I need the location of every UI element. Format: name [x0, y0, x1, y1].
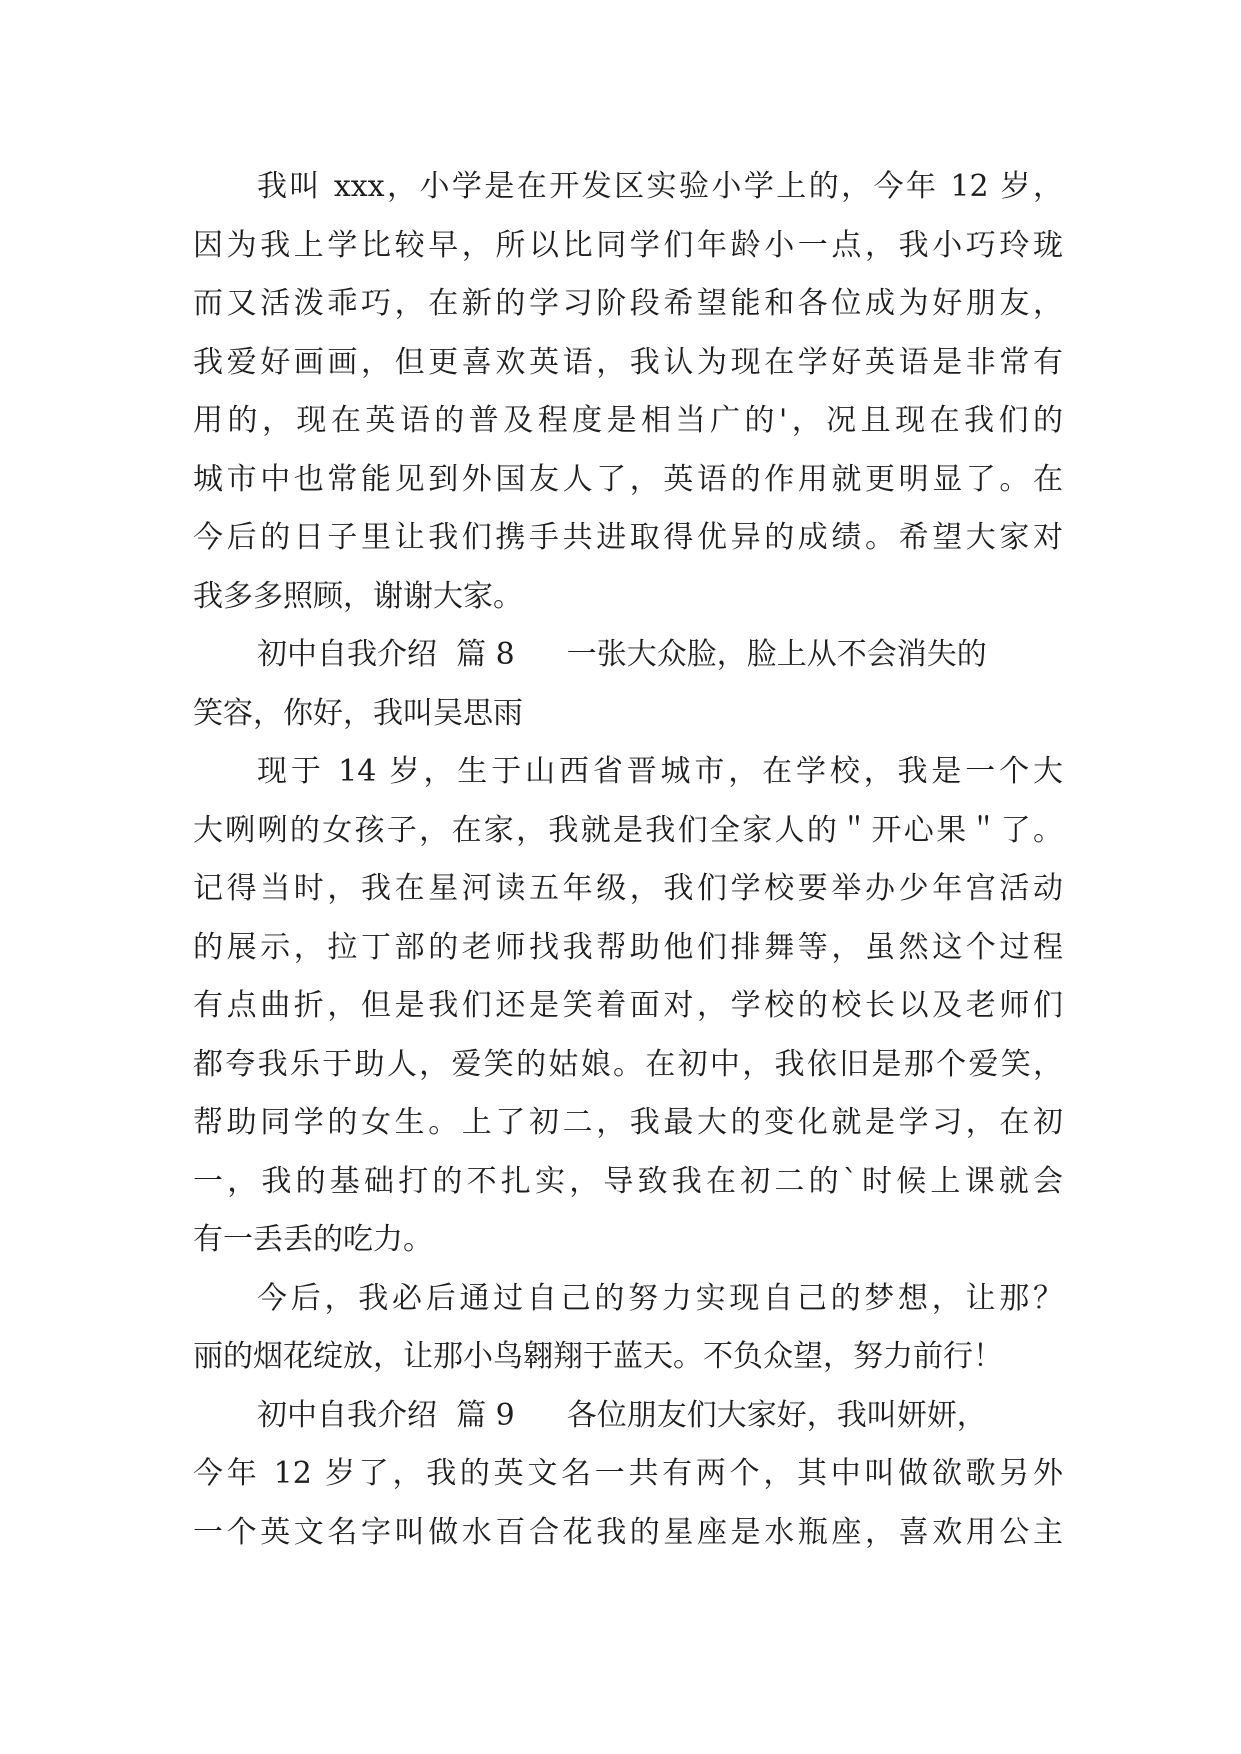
text-line: 现于 14 岁，生于山西省晋城市，在学校，我是一个大 [257, 754, 1063, 789]
text-line: 而又活泼乖巧，在新的学习阶段希望能和各位成为好朋友， [193, 286, 1063, 321]
section-9-first-line-text: 各位朋友们大家好，我叫妍妍， [566, 1397, 987, 1433]
text-line: 有点曲折，但是我们还是笑着面对，学校的校长以及老师们 [193, 988, 1063, 1023]
text-line: 我多多照顾，谢谢大家。 [193, 578, 523, 614]
paragraph-intro-xxx [193, 158, 1063, 626]
text-line: 帮助同学的女生。上了初二，我最大的变化就是学习，在初 [193, 1105, 1063, 1140]
paragraph-section-9 [193, 1387, 1063, 1563]
text-line: 有一丢丢的吃力。 [193, 1222, 433, 1257]
text-line: 一，我的基础打的不扎实，导致我在初二的`时候上课就会 [193, 1163, 1063, 1199]
text-line: 我爱好画画，但更喜欢英语，我认为现在学好英语是非常有 [193, 344, 1063, 380]
paragraph-dream [193, 1270, 1063, 1387]
text-line: 笑容，你好，我叫吴思雨 [193, 695, 523, 731]
section-8-first-line-text: 一张大众脸，脸上从不会消失的 [566, 637, 987, 672]
text-line: 因为我上学比较早，所以比同学们年龄小一点，我小巧玲珑 [193, 227, 1063, 263]
paragraph-section-8 [193, 626, 1063, 743]
text-line: 今年 12 岁了，我的英文名一共有两个，其中叫做欲歌另外 [193, 1456, 1063, 1491]
section-heading-line [193, 626, 1063, 685]
text-line: 今后，我必后通过自己的努力实现自己的梦想，让那？ [257, 1280, 1063, 1316]
text-line: 大咧咧的女孩子，在家，我就是我们全家人的＂开心果＂了。 [193, 812, 1063, 848]
text-line: 今后的日子里让我们携手共进取得优异的成绩。希望大家对 [193, 520, 1063, 555]
text-line: 丽的烟花绽放，让那小鸟翱翔于蓝天。不负众望，努力前行！ [193, 1339, 1003, 1374]
section-heading-9: 初中自我介绍 篇 9 [257, 1397, 515, 1433]
document-body [193, 158, 1063, 1562]
text-line: 城市中也常能见到外国友人了，英语的作用就更明显了。在 [193, 461, 1063, 497]
section-heading-8: 初中自我介绍 篇 8 [257, 637, 515, 672]
text-line: 我叫 xxx，小学是在开发区实验小学上的，今年 12 岁， [257, 169, 1063, 204]
paragraph-wu-siyu [193, 743, 1063, 1270]
text-line: 都夸我乐于助人，爱笑的姑娘。在初中，我依旧是那个爱笑， [193, 1046, 1063, 1082]
text-line: 一个英文名字叫做水百合花我的星座是水瓶座，喜欢用公主 [193, 1514, 1063, 1550]
text-line: 记得当时，我在星河读五年级，我们学校要举办少年宫活动 [193, 871, 1063, 906]
text-line: 用的，现在英语的普及程度是相当广的'，况且现在我们的 [193, 403, 1063, 438]
text-line: 的展示，拉丁部的老师找我帮助他们排舞等，虽然这个过程 [193, 929, 1063, 965]
section-heading-line [193, 1387, 1063, 1446]
